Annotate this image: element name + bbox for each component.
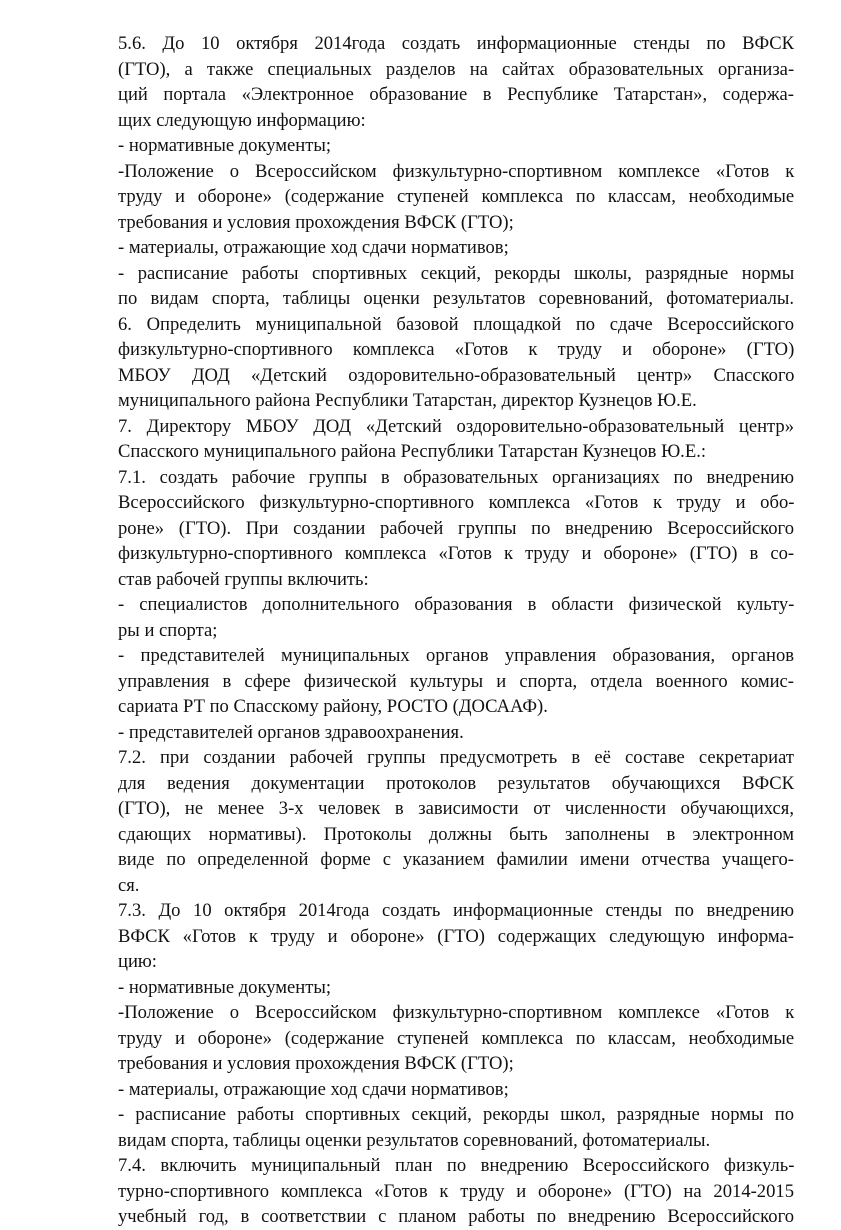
text-line: 7. Директору МБОУ ДОД «Детский оздоровительно-образовательный центр» bbox=[118, 415, 794, 437]
text-line: цию: bbox=[118, 951, 157, 972]
text-line: 7.1. создать рабочие группы в образовательных организациях по внедрению bbox=[118, 466, 794, 488]
text-line: для ведения документации протоколов результатов обучающихся ВФСК bbox=[118, 772, 794, 794]
text-line: - нормативные документы; bbox=[118, 135, 332, 156]
text-line: ся. bbox=[118, 874, 140, 896]
text-line: требования и условия прохождения ВФСК (ГТО); bbox=[118, 1053, 514, 1074]
text-line: ций портала «Электронное образование в Республике Татарстан», содержа- bbox=[118, 84, 794, 105]
text-line: требования и условия прохождения ВФСК (ГТО); bbox=[118, 211, 514, 233]
text-line: видам спорта, таблицы оценки результатов соревнований, фотоматериалы. bbox=[118, 1129, 711, 1151]
text-line: - специалистов дополнительного образования в области физической культу- bbox=[118, 594, 795, 615]
text-line: - материалы, отражающие ход сдачи нормативов; bbox=[118, 1078, 509, 1100]
text-line: виде по определенной форме с указанием фамилии имени отчества учащего- bbox=[118, 849, 794, 870]
text-line: управления в сфере физической культуры и спорта, отдела военного комис- bbox=[118, 670, 794, 692]
text-line: учебный год, в соответствии с планом работы по внедрению Всероссийского bbox=[118, 1206, 795, 1227]
text-line: - расписание работы спортивных секций, рекорды школы, разрядные нормы bbox=[118, 262, 795, 284]
text-line: МБОУ ДОД «Детский оздоровительно-образовательный центр» Спасского bbox=[118, 364, 795, 386]
text-line: труду и обороне» (содержание ступеней комплекса по классам, необходимые bbox=[118, 1027, 795, 1049]
text-line: ВФСК «Готов к труду и обороне» (ГТО) содержащих следующую информа- bbox=[118, 925, 794, 947]
text-line: сдающих нормативы). Протоколы должны быть заполнены в электронном bbox=[118, 823, 794, 845]
text-line: ры и спорта; bbox=[118, 619, 218, 641]
text-line: роне» (ГТО). При создании рабочей группы по внедрению Всероссийского bbox=[118, 517, 794, 539]
text-line: Спасского муниципального района Республики Татарстан Кузнецов Ю.Е.: bbox=[118, 441, 707, 462]
text-line: турно-спортивного комплекса «Готов к труду и обороне» (ГТО) на 2014-2015 bbox=[118, 1180, 794, 1202]
text-line: сариата РТ по Спасскому району, РОСТО (ДОСААФ). bbox=[118, 696, 548, 717]
text-line: 6. Определить муниципальной базовой площадкой по сдаче Всероссийского bbox=[118, 313, 794, 335]
text-line: 7.4. включить муниципальный план по внедрению Всероссийского физкуль- bbox=[118, 1155, 795, 1176]
text-line: -Положение о Всероссийском физкультурно-спортивном комплексе «Готов к bbox=[118, 1002, 795, 1023]
document-page bbox=[118, 31, 794, 1230]
text-line: став рабочей группы включить: bbox=[118, 568, 369, 590]
text-line: 5.6. До 10 октября 2014года создать информационные стенды по ВФСК bbox=[118, 33, 795, 54]
text-line: - представителей муниципальных органов управления образования, органов bbox=[118, 645, 795, 666]
text-line: (ГТО), а также специальных разделов на сайтах образовательных организа- bbox=[118, 58, 795, 80]
text-line: (ГТО), не менее 3-х человек в зависимости от численности обучающихся, bbox=[118, 798, 794, 819]
text-line: -Положение о Всероссийском физкультурно-спортивном комплексе «Готов к bbox=[118, 160, 795, 182]
text-line: Всероссийского физкультурно-спортивного комплекса «Готов к труду и обо- bbox=[118, 492, 795, 513]
text-line: - материалы, отражающие ход сдачи нормативов; bbox=[118, 237, 509, 258]
text-line: - представителей органов здравоохранения. bbox=[118, 721, 464, 743]
text-line: - расписание работы спортивных секций, рекорды школ, разрядные нормы по bbox=[118, 1104, 794, 1125]
text-line: физкультурно-спортивного комплекса «Готов к труду и обороне» (ГТО) bbox=[118, 339, 795, 360]
text-line: - нормативные документы; bbox=[118, 976, 332, 998]
text-line: по видам спорта, таблицы оценки результатов соревнований, фотоматериалы. bbox=[118, 288, 795, 309]
text-line: муниципального района Республики Татарстан, директор Кузнецов Ю.Е. bbox=[118, 390, 697, 411]
text-line: физкультурно-спортивного комплекса «Готов к труду и обороне» (ГТО) в со- bbox=[118, 543, 795, 564]
text-line: щих следующую информацию: bbox=[118, 109, 366, 131]
text-line: труду и обороне» (содержание ступеней комплекса по классам, необходимые bbox=[118, 186, 795, 207]
text-line: 7.3. До 10 октября 2014года создать информационные стенды по внедрению bbox=[118, 900, 794, 921]
text-line: 7.2. при создании рабочей группы предусмотреть в её составе секретариат bbox=[118, 747, 794, 768]
